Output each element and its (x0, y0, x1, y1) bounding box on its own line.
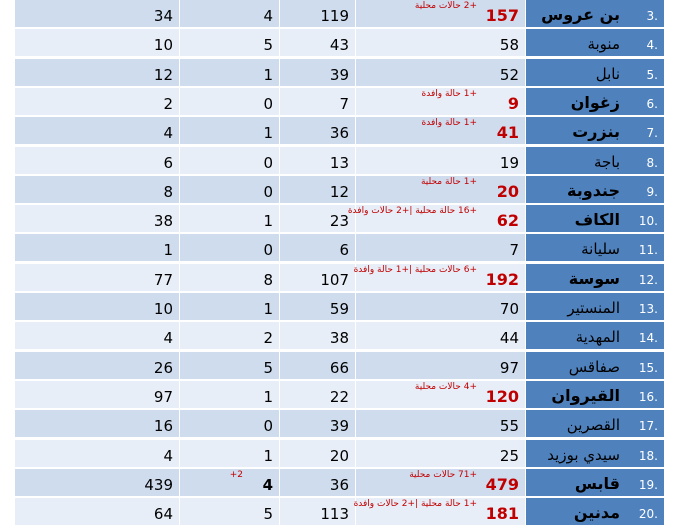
cell-confirmed: 58 (356, 29, 526, 56)
cell-total-active: 12 (15, 59, 180, 86)
cell-governorate: سليانة 11. (526, 234, 664, 261)
cell-total-active: 77 (15, 264, 180, 291)
cell-deaths: 0 (180, 176, 280, 203)
cell-total-active: 8 (15, 176, 180, 203)
cell-governorate: المنستير 13. (526, 293, 664, 320)
cell-confirmed: +1 حالة محلية 20 (356, 176, 526, 203)
table-row (15, 176, 664, 204)
cell-confirmed: 44 (356, 322, 526, 349)
cell-deaths: 1 (180, 205, 280, 232)
cell-total-active: 6 (15, 147, 180, 174)
table-row (15, 205, 664, 233)
cell-governorate: باجة 8. (526, 147, 664, 174)
table-row (15, 322, 664, 350)
table-row (15, 29, 664, 57)
cell-recovered: 13 (280, 147, 356, 174)
cell-recovered: 22 (280, 381, 356, 408)
cell-deaths: 5 (180, 498, 280, 525)
cell-deaths: 4 (180, 0, 280, 27)
cell-governorate: بن عروس 3. (526, 0, 664, 27)
cell-deaths: 8 (180, 264, 280, 291)
cell-confirmed: 70 (356, 293, 526, 320)
cell-confirmed: +1 حالة وافدة 41 (356, 117, 526, 144)
cell-recovered: 38 (280, 322, 356, 349)
cell-governorate: منوبة 4. (526, 29, 664, 56)
cell-deaths: 5 (180, 352, 280, 379)
cell-governorate: جندوبة 9. (526, 176, 664, 203)
cell-total-active: 97 (15, 381, 180, 408)
cell-recovered: 113 (280, 498, 356, 525)
cell-recovered: 119 (280, 0, 356, 27)
cell-recovered: 43 (280, 29, 356, 56)
table-row (15, 147, 664, 175)
cell-recovered: 39 (280, 59, 356, 86)
table-row (15, 117, 664, 145)
cell-confirmed: 7 (356, 234, 526, 261)
cell-governorate: القصرين 17. (526, 410, 664, 437)
cell-confirmed: 52 (356, 59, 526, 86)
cell-recovered: 39 (280, 410, 356, 437)
cell-recovered: 7 (280, 88, 356, 115)
cell-total-active: 10 (15, 29, 180, 56)
table-row (15, 469, 664, 497)
table-row (15, 410, 664, 438)
cell-governorate: نابل 5. (526, 59, 664, 86)
table-row (15, 264, 664, 292)
cell-deaths: 1 (180, 117, 280, 144)
cell-total-active: 26 (15, 352, 180, 379)
cell-governorate: سوسة 12. (526, 264, 664, 291)
cell-governorate: المهدية 14. (526, 322, 664, 349)
table-row (15, 381, 664, 409)
table-row (15, 234, 664, 262)
table-row (15, 293, 664, 321)
cell-recovered: 23 (280, 205, 356, 232)
cell-deaths: 1 (180, 293, 280, 320)
cell-confirmed: 55 (356, 410, 526, 437)
cell-governorate: صفاقس 15. (526, 352, 664, 379)
cell-total-active: 1 (15, 234, 180, 261)
cell-deaths: 0 (180, 410, 280, 437)
cell-total-active: 34 (15, 0, 180, 27)
cell-deaths: +2 4 (180, 469, 280, 496)
cell-recovered: 107 (280, 264, 356, 291)
cell-governorate: الكاف 10. (526, 205, 664, 232)
table-row (15, 59, 664, 87)
cell-confirmed: 25 (356, 440, 526, 467)
cell-total-active: 38 (15, 205, 180, 232)
cell-deaths: 1 (180, 59, 280, 86)
cell-total-active: 64 (15, 498, 180, 525)
cell-governorate: قابس 19. (526, 469, 664, 496)
cell-governorate: زغوان 6. (526, 88, 664, 115)
cell-confirmed: 97 (356, 352, 526, 379)
cell-recovered: 36 (280, 469, 356, 496)
cell-confirmed: +1 حالة محلية |+2 حالات وافدة 181 (356, 498, 526, 525)
cell-confirmed: +16 حالة محلية |+2 حالات وافدة 62 (356, 205, 526, 232)
cell-deaths: 2 (180, 322, 280, 349)
cell-governorate: مدنين 20. (526, 498, 664, 525)
table-row (15, 440, 664, 468)
cell-recovered: 6 (280, 234, 356, 261)
cell-total-active: 4 (15, 440, 180, 467)
cell-recovered: 59 (280, 293, 356, 320)
cell-total-active: 2 (15, 88, 180, 115)
cell-deaths: 1 (180, 381, 280, 408)
cell-confirmed: +2 حالات محلية 157 (356, 0, 526, 27)
cell-recovered: 12 (280, 176, 356, 203)
cell-total-active: 4 (15, 117, 180, 144)
cell-deaths: 1 (180, 440, 280, 467)
cell-recovered: 66 (280, 352, 356, 379)
cell-confirmed: 19 (356, 147, 526, 174)
cell-total-active: 439 (15, 469, 180, 496)
cell-confirmed: +1 حالة وافدة 9 (356, 88, 526, 115)
cell-recovered: 36 (280, 117, 356, 144)
cell-deaths: 0 (180, 147, 280, 174)
cell-deaths: 5 (180, 29, 280, 56)
table-row (15, 352, 664, 380)
cell-total-active: 4 (15, 322, 180, 349)
cell-recovered: 20 (280, 440, 356, 467)
cell-governorate: سيدي بوزيد 18. (526, 440, 664, 467)
cell-deaths: 0 (180, 234, 280, 261)
cell-deaths: 0 (180, 88, 280, 115)
cell-confirmed: +6 حالات محلية |+1 حالة وافدة 192 (356, 264, 526, 291)
cell-total-active: 10 (15, 293, 180, 320)
table-row (15, 88, 664, 116)
cell-total-active: 16 (15, 410, 180, 437)
table-row (15, 0, 664, 28)
cell-confirmed: +4 حالات محلية 120 (356, 381, 526, 408)
cell-governorate: القيروان 16. (526, 381, 664, 408)
cell-governorate: بنزرت 7. (526, 117, 664, 144)
cell-confirmed: +71 حالات محلية 479 (356, 469, 526, 496)
table-row (15, 498, 664, 526)
